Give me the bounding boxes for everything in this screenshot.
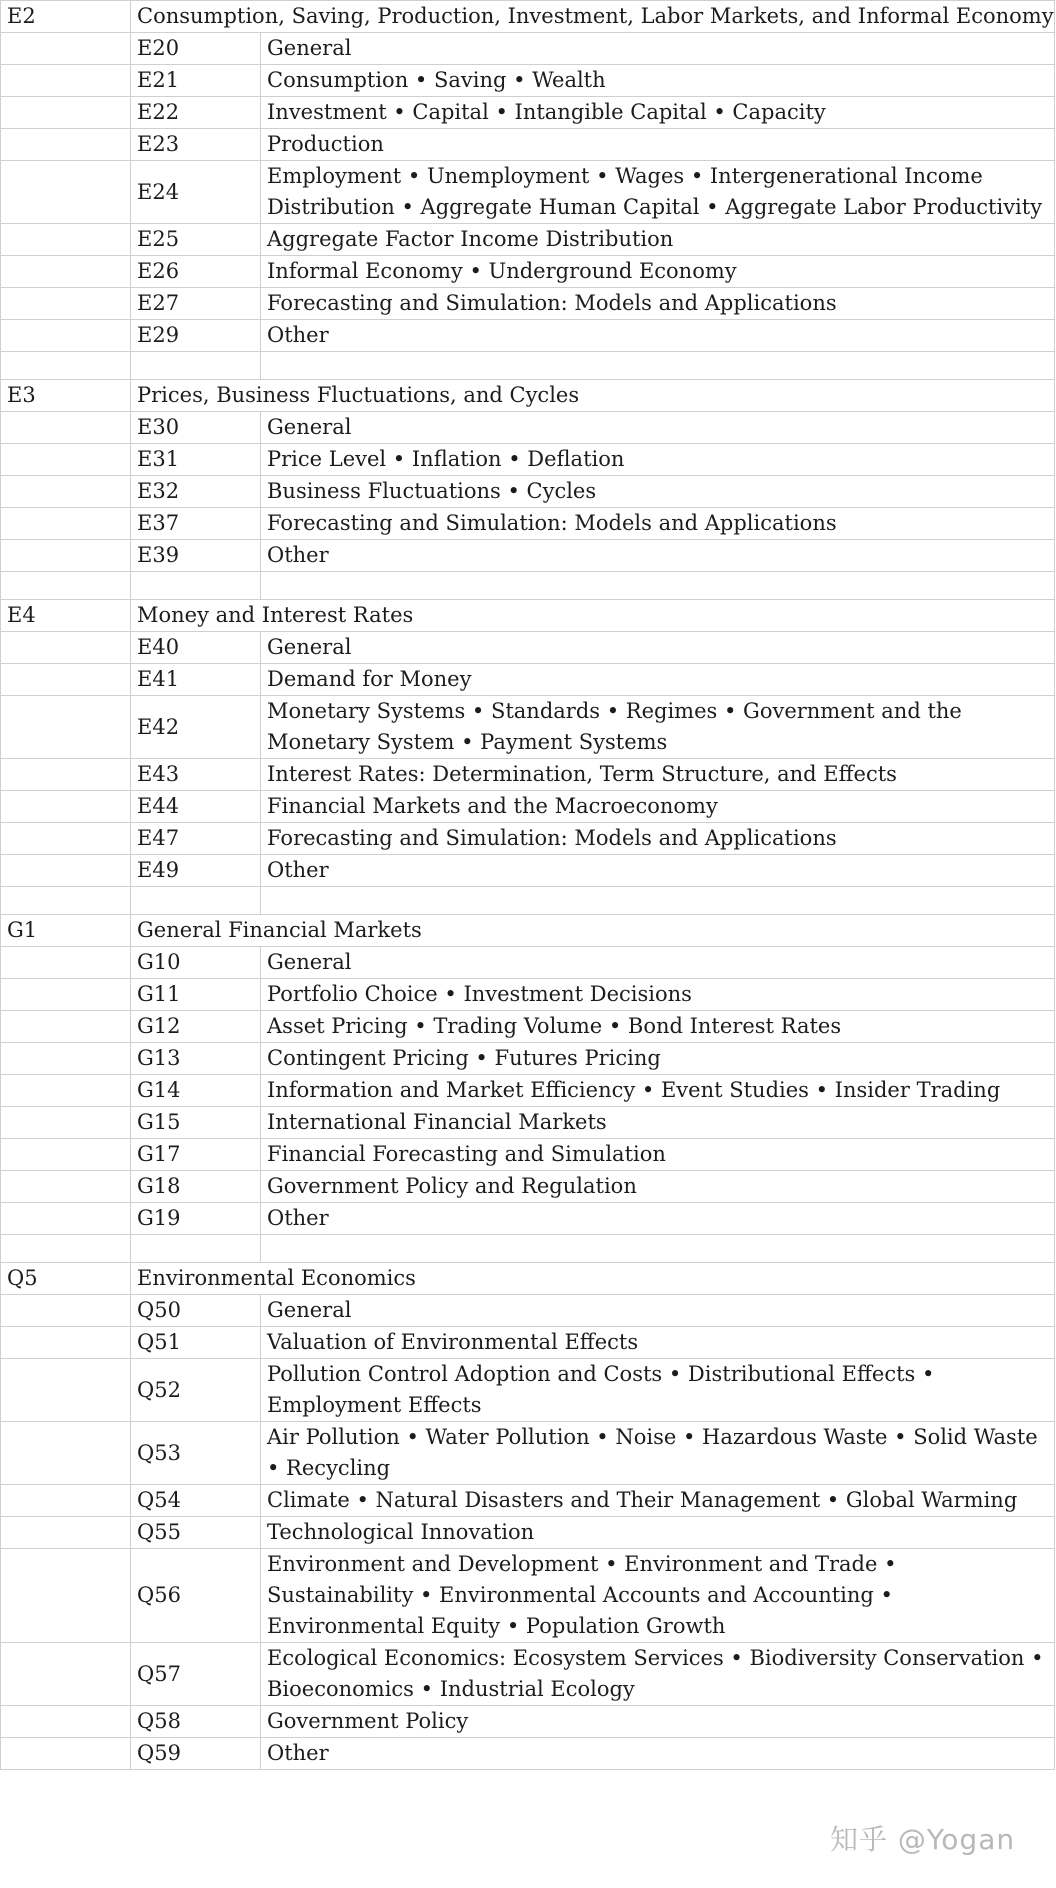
subcode-description: International Financial Markets (261, 1107, 1055, 1139)
subcode: Q54 (131, 1485, 261, 1517)
empty-cell (1, 947, 131, 979)
subcode: G12 (131, 1011, 261, 1043)
table-row (1, 664, 1055, 696)
subcode-description: Technological Innovation (261, 1517, 1055, 1549)
empty-cell (1, 256, 131, 288)
subcode: G10 (131, 947, 261, 979)
table-row (1, 33, 1055, 65)
empty-cell (261, 572, 1055, 600)
empty-cell (131, 887, 261, 915)
subcode: E49 (131, 855, 261, 887)
subcode: E22 (131, 97, 261, 129)
subcode: E21 (131, 65, 261, 97)
subcode: E24 (131, 161, 261, 224)
subcode-description: Other (261, 855, 1055, 887)
empty-cell (1, 1517, 131, 1549)
subcode-description: Informal Economy • Underground Economy (261, 256, 1055, 288)
table-row (1, 632, 1055, 664)
subcode: E41 (131, 664, 261, 696)
table-row (1, 224, 1055, 256)
empty-cell (1, 1295, 131, 1327)
empty-cell (1, 664, 131, 696)
empty-cell (1, 1738, 131, 1770)
subcode-description: Environment and Development • Environment and Trade • Sustainability • Environmental Accounts and Accounting • Environmental Equity • Population Growth (261, 1549, 1055, 1643)
empty-cell (1, 97, 131, 129)
group-code: E4 (1, 600, 131, 632)
table-row (1, 1643, 1055, 1706)
subcode: G11 (131, 979, 261, 1011)
empty-cell (131, 352, 261, 380)
subcode-description: Forecasting and Simulation: Models and Applications (261, 288, 1055, 320)
table-row (1, 444, 1055, 476)
group-code: Q5 (1, 1263, 131, 1295)
subcode-description: Interest Rates: Determination, Term Structure, and Effects (261, 759, 1055, 791)
empty-cell (1, 1139, 131, 1171)
group-header-row (1, 1, 1055, 33)
group-title: Consumption, Saving, Production, Investment, Labor Markets, and Informal Economy (131, 1, 1055, 33)
subcode-description: Other (261, 540, 1055, 572)
empty-cell (1, 1107, 131, 1139)
table-row (1, 696, 1055, 759)
table-row (1, 508, 1055, 540)
subcode: E27 (131, 288, 261, 320)
empty-cell (131, 572, 261, 600)
group-title: Money and Interest Rates (131, 600, 1055, 632)
table-row (1, 161, 1055, 224)
subcode-description: Aggregate Factor Income Distribution (261, 224, 1055, 256)
table-row (1, 288, 1055, 320)
table-row (1, 1422, 1055, 1485)
subcode: Q53 (131, 1422, 261, 1485)
subcode: E39 (131, 540, 261, 572)
subcode-description: Contingent Pricing • Futures Pricing (261, 1043, 1055, 1075)
empty-cell (1, 320, 131, 352)
group-header-row (1, 915, 1055, 947)
empty-cell (1, 823, 131, 855)
empty-cell (1, 352, 131, 380)
subcode: Q57 (131, 1643, 261, 1706)
table-row (1, 97, 1055, 129)
empty-cell (1, 161, 131, 224)
table-row (1, 1359, 1055, 1422)
group-title: Prices, Business Fluctuations, and Cycles (131, 380, 1055, 412)
table-row (1, 1485, 1055, 1517)
group-title: General Financial Markets (131, 915, 1055, 947)
subcode: E40 (131, 632, 261, 664)
empty-cell (1, 540, 131, 572)
table-row (1, 1139, 1055, 1171)
empty-cell (1, 1643, 131, 1706)
watermark: 知乎 @Yogan (830, 1823, 1016, 1856)
subcode-description: Pollution Control Adoption and Costs • Distributional Effects • Employment Effects (261, 1359, 1055, 1422)
empty-cell (1, 887, 131, 915)
subcode-description: Air Pollution • Water Pollution • Noise • Hazardous Waste • Solid Waste • Recycling (261, 1422, 1055, 1485)
subcode: Q59 (131, 1738, 261, 1770)
subcode-description: Financial Forecasting and Simulation (261, 1139, 1055, 1171)
table-row (1, 947, 1055, 979)
empty-cell (131, 1235, 261, 1263)
table-row (1, 540, 1055, 572)
table-row (1, 476, 1055, 508)
empty-cell (1, 1203, 131, 1235)
table-row (1, 1706, 1055, 1738)
empty-cell (261, 887, 1055, 915)
table-row (1, 1295, 1055, 1327)
table-row (1, 65, 1055, 97)
empty-cell (1, 1327, 131, 1359)
subcode-description: Climate • Natural Disasters and Their Management • Global Warming (261, 1485, 1055, 1517)
subcode-description: Information and Market Efficiency • Event Studies • Insider Trading (261, 1075, 1055, 1107)
subcode-description: Other (261, 1203, 1055, 1235)
empty-cell (1, 1359, 131, 1422)
table-row (1, 1011, 1055, 1043)
group-code: G1 (1, 915, 131, 947)
empty-cell (261, 352, 1055, 380)
subcode-description: Financial Markets and the Macroeconomy (261, 791, 1055, 823)
subcode: G19 (131, 1203, 261, 1235)
subcode: E37 (131, 508, 261, 540)
subcode-description: Ecological Economics: Ecosystem Services • Biodiversity Conservation • Bioeconomics • Industrial Ecology (261, 1643, 1055, 1706)
subcode-description: General (261, 33, 1055, 65)
empty-cell (1, 1043, 131, 1075)
subcode-description: Other (261, 320, 1055, 352)
subcode: E25 (131, 224, 261, 256)
table-row (1, 412, 1055, 444)
table-row (1, 759, 1055, 791)
table-row (1, 320, 1055, 352)
group-header-row (1, 600, 1055, 632)
subcode: E43 (131, 759, 261, 791)
table-row (1, 129, 1055, 161)
subcode-description: Consumption • Saving • Wealth (261, 65, 1055, 97)
subcode-description: Asset Pricing • Trading Volume • Bond Interest Rates (261, 1011, 1055, 1043)
table-row (1, 1171, 1055, 1203)
jel-table-body (1, 1, 1055, 1770)
empty-cell (261, 1235, 1055, 1263)
subcode: E42 (131, 696, 261, 759)
table-row (1, 979, 1055, 1011)
subcode: E32 (131, 476, 261, 508)
subcode-description: Demand for Money (261, 664, 1055, 696)
subcode-description: Monetary Systems • Standards • Regimes • Government and the Monetary System • Payment Systems (261, 696, 1055, 759)
subcode-description: Government Policy (261, 1706, 1055, 1738)
subcode: Q50 (131, 1295, 261, 1327)
empty-cell (1, 129, 131, 161)
empty-cell (1, 508, 131, 540)
subcode: Q52 (131, 1359, 261, 1422)
empty-cell (1, 1075, 131, 1107)
empty-cell (1, 1706, 131, 1738)
subcode-description: Other (261, 1738, 1055, 1770)
subcode: Q58 (131, 1706, 261, 1738)
empty-cell (1, 65, 131, 97)
empty-cell (1, 1485, 131, 1517)
empty-cell (1, 1549, 131, 1643)
spacer-row (1, 572, 1055, 600)
subcode: E26 (131, 256, 261, 288)
empty-cell (1, 855, 131, 887)
empty-cell (1, 791, 131, 823)
subcode-description: General (261, 412, 1055, 444)
subcode: Q51 (131, 1327, 261, 1359)
subcode: E29 (131, 320, 261, 352)
spacer-row (1, 1235, 1055, 1263)
table-row (1, 1517, 1055, 1549)
empty-cell (1, 979, 131, 1011)
group-title: Environmental Economics (131, 1263, 1055, 1295)
subcode: Q55 (131, 1517, 261, 1549)
subcode-description: Forecasting and Simulation: Models and Applications (261, 823, 1055, 855)
subcode-description: General (261, 947, 1055, 979)
table-row (1, 1107, 1055, 1139)
table-row (1, 1203, 1055, 1235)
subcode-description: Price Level • Inflation • Deflation (261, 444, 1055, 476)
subcode-description: Employment • Unemployment • Wages • Intergenerational Income Distribution • Aggregate Human Capital • Aggregate Labor Productivity (261, 161, 1055, 224)
subcode-description: General (261, 632, 1055, 664)
table-row (1, 791, 1055, 823)
table-row (1, 823, 1055, 855)
subcode: G15 (131, 1107, 261, 1139)
subcode: G14 (131, 1075, 261, 1107)
subcode: G13 (131, 1043, 261, 1075)
subcode: E30 (131, 412, 261, 444)
empty-cell (1, 444, 131, 476)
subcode-description: Portfolio Choice • Investment Decisions (261, 979, 1055, 1011)
subcode-description: Valuation of Environmental Effects (261, 1327, 1055, 1359)
empty-cell (1, 288, 131, 320)
subcode: Q56 (131, 1549, 261, 1643)
spacer-row (1, 887, 1055, 915)
subcode-description: Forecasting and Simulation: Models and Applications (261, 508, 1055, 540)
empty-cell (1, 632, 131, 664)
empty-cell (1, 1235, 131, 1263)
spacer-row (1, 352, 1055, 380)
table-row (1, 256, 1055, 288)
empty-cell (1, 224, 131, 256)
empty-cell (1, 759, 131, 791)
subcode-description: General (261, 1295, 1055, 1327)
subcode: G18 (131, 1171, 261, 1203)
empty-cell (1, 1422, 131, 1485)
empty-cell (1, 1171, 131, 1203)
table-row (1, 1327, 1055, 1359)
table-row (1, 1738, 1055, 1770)
empty-cell (1, 33, 131, 65)
empty-cell (1, 476, 131, 508)
subcode: G17 (131, 1139, 261, 1171)
subcode: E47 (131, 823, 261, 855)
group-header-row (1, 380, 1055, 412)
subcode: E23 (131, 129, 261, 161)
group-code: E2 (1, 1, 131, 33)
table-row (1, 1549, 1055, 1643)
table-row (1, 855, 1055, 887)
subcode-description: Government Policy and Regulation (261, 1171, 1055, 1203)
group-header-row (1, 1263, 1055, 1295)
table-row (1, 1043, 1055, 1075)
subcode: E31 (131, 444, 261, 476)
subcode: E44 (131, 791, 261, 823)
subcode-description: Business Fluctuations • Cycles (261, 476, 1055, 508)
subcode: E20 (131, 33, 261, 65)
empty-cell (1, 1011, 131, 1043)
table-row (1, 1075, 1055, 1107)
subcode-description: Investment • Capital • Intangible Capital • Capacity (261, 97, 1055, 129)
empty-cell (1, 696, 131, 759)
subcode-description: Production (261, 129, 1055, 161)
empty-cell (1, 412, 131, 444)
group-code: E3 (1, 380, 131, 412)
empty-cell (1, 572, 131, 600)
